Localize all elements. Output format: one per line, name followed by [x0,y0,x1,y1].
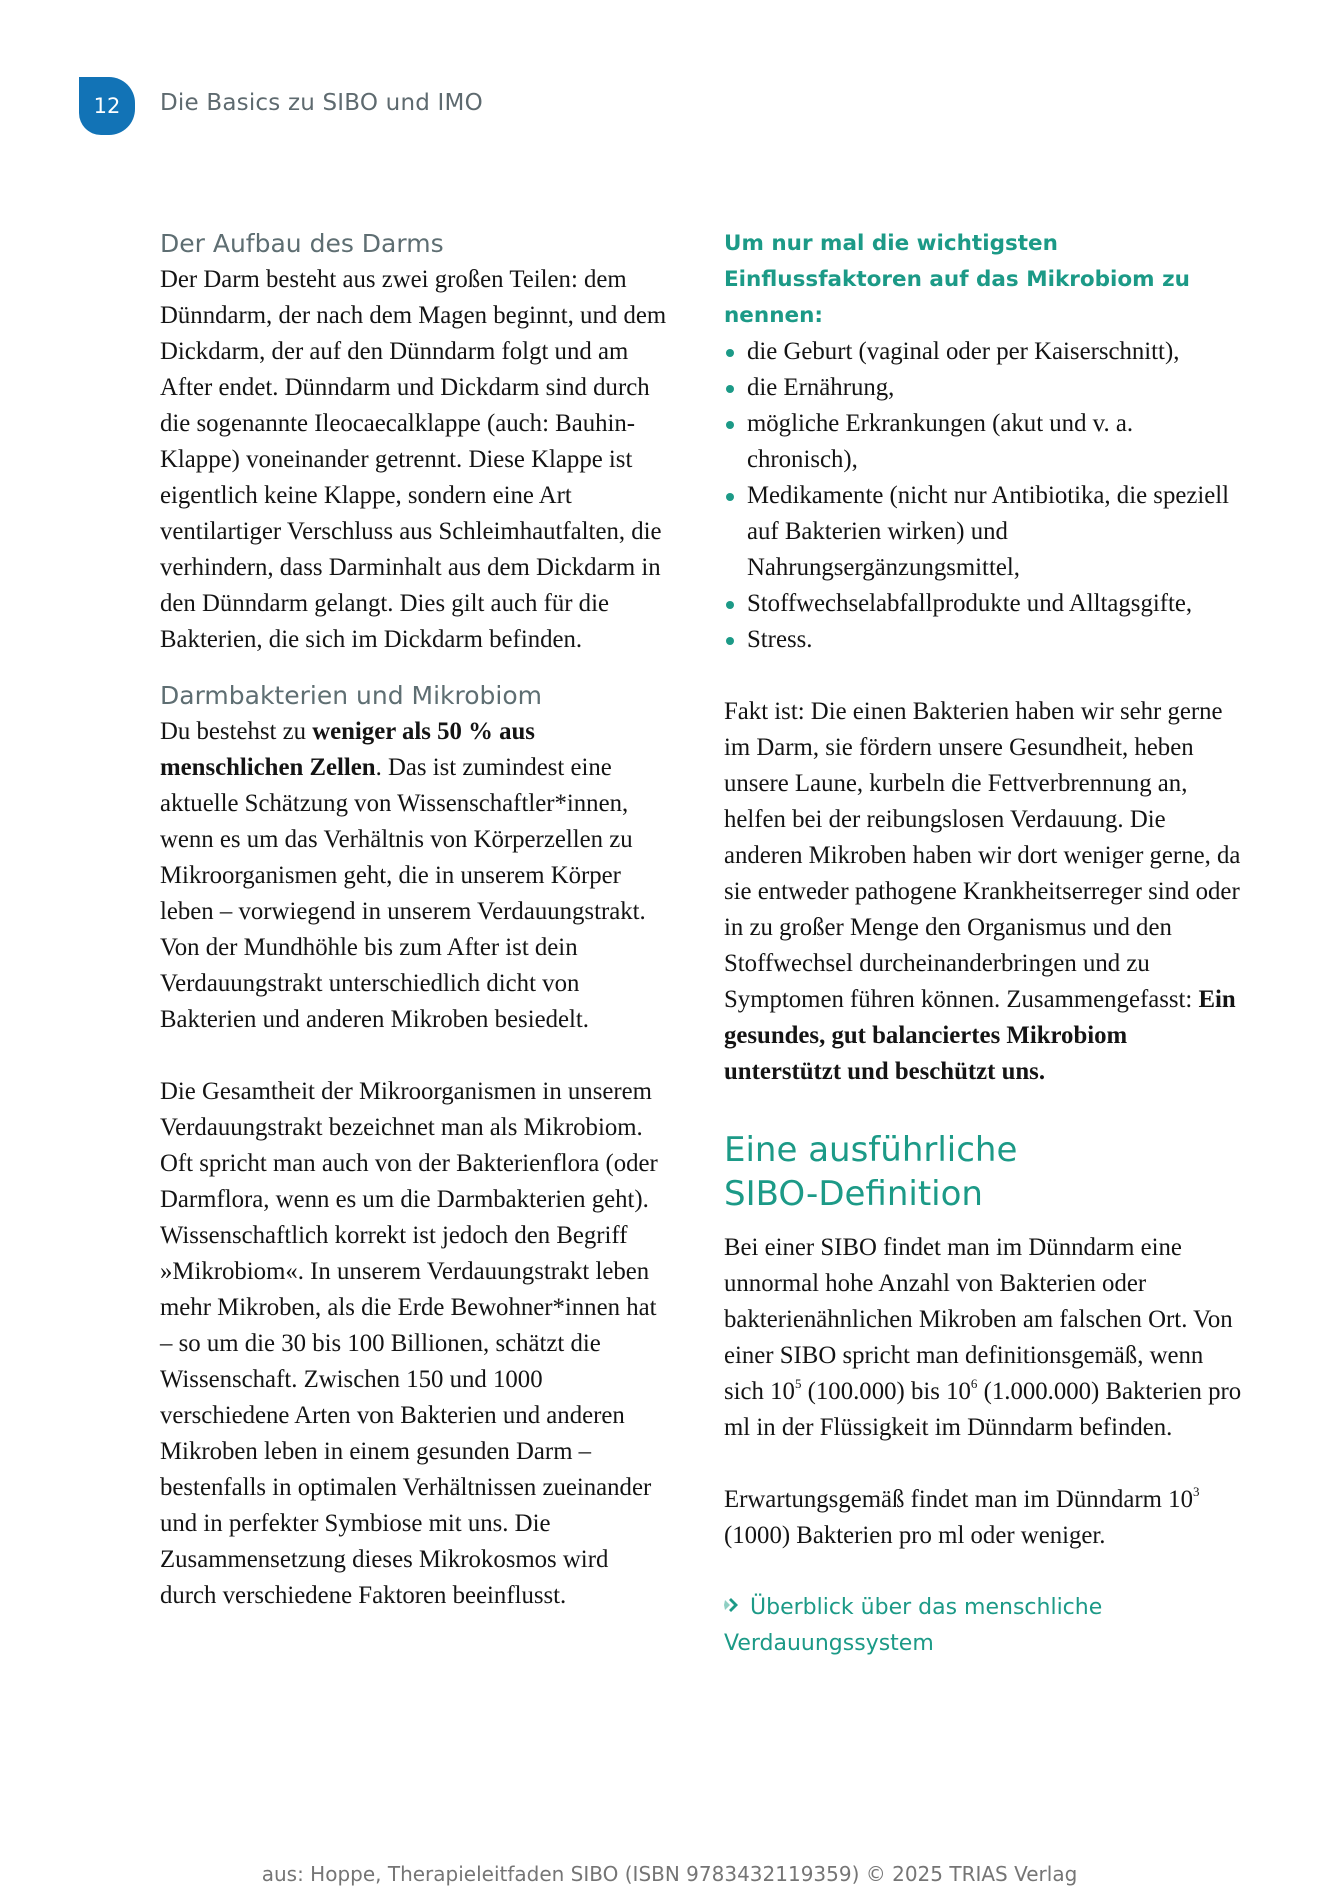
page-number: 12 [93,94,121,118]
list-item-text: die Geburt (vaginal oder per Kaiserschnitt), [747,338,1180,365]
running-head-title: Die Basics zu SIBO und IMO [160,90,483,116]
bullet-icon [726,421,734,429]
cross-reference-link[interactable] [724,1590,1244,1662]
bullet-icon [726,493,734,501]
text-span: Bei einer SIBO findet man im Dünndarm eine unnormal hohe Anzahl von Bakterien oder bakterienähnlichen Mikroben am falschen Ort. Von einer SIBO spricht man definitionsgemäß, wenn sich 10 [724,1234,1233,1405]
section-heading-darm-structure: Der Aufbau des Darms [160,229,444,258]
section-heading-microbiome: Darmbakterien und Mikrobiom [160,681,542,710]
list-item [724,334,1244,370]
list-item-text: mögliche Erkrankungen (akut und v. a. chronisch), [747,410,1134,473]
source-footer: aus: Hoppe, Therapieleitfaden SIBO (ISBN 9783432119359) © 2025 TRIAS Verlag [261,1862,1078,1886]
paragraph-expected-bacteria [724,1482,1244,1554]
list-item-text: die Ernährung, [747,374,895,401]
list-item [724,406,1244,478]
paragraph-fact [724,694,1244,1090]
heading-line: Eine ausführliche [724,1130,1018,1170]
list-item-text: Medikamente (nicht nur Antibiotika, die speziell auf Bakterien wirken) und Nahrungsergänzungsmittel, [747,482,1230,581]
list-item-text: Stress. [747,626,813,653]
left-column [160,226,670,1614]
paragraph-microbiome-detail: Die Gesamtheit der Mikroorganismen in unserem Verdauungstrakt bezeichnet man als Mikrobiom. Oft spricht man auch von der Bakterienflora (oder Darmflora, wenn es um die Darmbakterien geht). Wissenschaftlich korrekt ist jedoch den Begriff »Mikrobiom«. In unserem Verdauungstrakt leben mehr Mikroben, als die Erde Bewohner*innen hat – so um die 30 bis 100 Billionen, schätzt die Wissenschaft. Zwischen 150 und 1000 verschiedene Arten von Bakterien und anderen Mikroben leben in einem gesunden Darm – bestenfalls in optimalen Verhältnissen zueinander und in perfekter Symbiose mit uns. Die Zusammensetzung dieses Mikrokosmos wird durch verschiedene Faktoren beeinflusst. [160,1078,658,1609]
section-heading-sibo-definition [724,1128,1244,1216]
list-item [724,622,1244,658]
exponent: 5 [794,1376,802,1391]
page-number-badge [79,77,135,135]
exponent: 3 [1192,1484,1200,1499]
right-column [724,226,1244,1662]
text-span: (1.000.000) Bakterien pro ml in der Flüssigkeit im Dünndarm befinden. [724,1378,1242,1441]
emphasis-text: weniger als 50 % aus menschlichen Zellen [160,718,535,781]
text-span: (100.000) bis 10 [801,1378,971,1405]
heading-line: SIBO-Definition [724,1174,983,1214]
paragraph-microbiome-intro [160,714,670,1038]
list-item [724,478,1244,586]
bullet-icon [726,637,734,645]
link-text: Überblick über das menschliche Verdauungssystem [724,1595,1103,1656]
paragraph-sibo-definition [724,1230,1244,1446]
list-item [724,586,1244,622]
bullet-icon [726,349,734,357]
paragraph-darm-structure: Der Darm besteht aus zwei großen Teilen: dem Dünndarm, der nach dem Magen beginnt, und dem Dickdarm, der auf den Dünndarm folgt und am After endet. Dünndarm und Dickdarm sind durch die sogenannte Ileocaecalklappe (auch: Bauhin-Klappe) voneinander getrennt. Diese Klappe ist eigentlich keine Klappe, sondern eine Art ventilartiger Verschluss aus Schleimhautfalten, die verhindern, dass Darminhalt aus dem Dickdarm in den Dünndarm gelangt. Dies gilt auch für die Bakterien, die sich im Dickdarm befinden. [160,266,667,653]
emphasis-text: Ein gesundes, gut balanciertes Mikrobiom unterstützt und beschützt uns. [724,986,1236,1085]
factors-lead-text: Um nur mal die wichtigsten Einflussfaktoren auf das Mikrobiom zu nennen: [724,231,1190,328]
exponent: 6 [970,1376,978,1391]
text-span: Du bestehst zu [160,718,313,745]
text-span: . Das ist zumindest eine aktuelle Schätzung von Wissenschaftler*innen, wenn es um das Verhältnis von Körperzellen zu Mikroorganismen geht, die in unserem Körper leben – vorwiegend in unserem Verdauungstrakt. Von der Mundhöhle bis zum After ist dein Verdauungstrakt unterschiedlich dicht von Bakterien und anderen Mikroben besiedelt. [160,754,646,1033]
list-item-text: Stoffwechselabfallprodukte und Alltagsgifte, [747,590,1193,617]
factors-list [724,334,1244,658]
bullet-icon [726,601,734,609]
double-chevron-right-icon [724,1590,746,1626]
text-span: (1000) Bakterien pro ml oder weniger. [724,1522,1106,1549]
text-span: Fakt ist: Die einen Bakterien haben wir sehr gerne im Darm, sie fördern unsere Gesundheit, heben unsere Laune, kurbeln die Fettverbrennung an, helfen bei der reibungslosen Verdauung. Die anderen Mikroben haben wir dort weniger gerne, da sie entweder pathogene Krankheitserreger sind oder in zu großer Menge den Organismus und den Stoffwechsel durcheinanderbringen und zu Symptomen führen können. Zusammengefasst: [724,698,1241,1013]
text-span: Erwartungsgemäß findet man im Dünndarm 10 [724,1486,1193,1513]
bullet-icon [726,385,734,393]
list-item [724,370,1244,406]
